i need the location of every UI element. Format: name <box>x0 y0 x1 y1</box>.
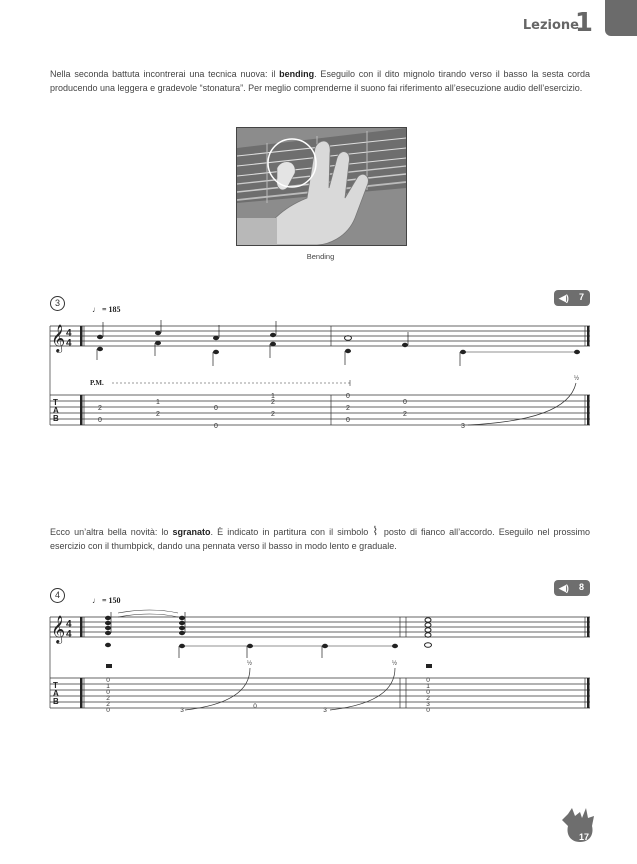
arpeggio-symbol-icon: ⌇ <box>372 524 380 538</box>
svg-text:3: 3 <box>180 707 184 714</box>
intro-paragraph: Nella seconda battuta incontrerai una tecnica nuova: il bending. Eseguilo con il dito mignolo tirando verso il basso la sesta corda producendo una leggera e gradevole “stonatura”. Per meglio comprenderne il suono fai riferimento all’esecuzione audio dell’esercizio. <box>50 69 590 93</box>
svg-text:2: 2 <box>426 695 430 702</box>
svg-text:0: 0 <box>346 417 350 424</box>
svg-text:2: 2 <box>106 701 110 708</box>
sgranato-term: sgranato <box>172 527 211 537</box>
bending-term: bending <box>279 69 315 79</box>
middle-paragraph: Ecco un’altra bella novità: lo sgranato. È indicato in partitura con il simbolo ⌇ posto di fianco all’accordo. Eseguilo nel prossimo esercizio con il thumbpick, dando una pennata verso il basso in modo lento e graduale. <box>50 524 590 551</box>
exercise-3-number: 3 <box>50 296 65 311</box>
svg-text:0: 0 <box>346 393 350 400</box>
svg-text:0: 0 <box>214 423 218 430</box>
palm-mute-label: P.M. <box>90 379 104 387</box>
lesson-label: Lezione <box>522 18 579 33</box>
svg-text:2: 2 <box>346 405 350 412</box>
svg-text:0: 0 <box>106 677 110 684</box>
photo-caption: Bending <box>306 252 335 261</box>
svg-text:0: 0 <box>214 405 218 412</box>
svg-text:3: 3 <box>461 423 465 430</box>
svg-text:1: 1 <box>271 393 275 400</box>
svg-text:3: 3 <box>426 701 430 708</box>
exercise-4-number: 4 <box>50 588 65 603</box>
svg-text:B: B <box>53 697 59 706</box>
svg-text:2: 2 <box>271 411 275 418</box>
svg-text:A: A <box>53 689 59 698</box>
svg-text:0: 0 <box>426 707 430 714</box>
svg-text:½: ½ <box>247 661 253 667</box>
svg-text:0: 0 <box>426 689 430 696</box>
svg-text:0: 0 <box>98 417 102 424</box>
speaker-icon: ◀) <box>559 583 569 593</box>
svg-text:0: 0 <box>106 689 110 696</box>
svg-text:½: ½ <box>574 376 580 382</box>
svg-text:𝄞: 𝄞 <box>51 616 66 643</box>
exercise-4-tempo: ♩ = 150 <box>92 596 121 605</box>
svg-text:0: 0 <box>403 399 407 406</box>
page-number: 17 <box>578 832 589 842</box>
svg-text:2: 2 <box>403 411 407 418</box>
svg-text:4: 4 <box>66 619 72 630</box>
svg-text:1: 1 <box>426 683 430 690</box>
exercise-3-tempo: ♩ = 185 <box>92 305 121 314</box>
svg-text:T: T <box>53 681 58 690</box>
svg-text:4: 4 <box>66 338 72 349</box>
svg-text:𝄞: 𝄞 <box>51 325 66 352</box>
audio-track-7-button[interactable]: ◀) 7 <box>554 290 590 306</box>
svg-text:T: T <box>53 398 58 407</box>
svg-text:2: 2 <box>156 411 160 418</box>
svg-text:A: A <box>53 406 59 415</box>
svg-text:4: 4 <box>66 328 72 339</box>
svg-text:1: 1 <box>156 399 160 406</box>
svg-text:½: ½ <box>392 661 398 667</box>
svg-text:4: 4 <box>66 629 72 640</box>
svg-text:2: 2 <box>271 399 275 406</box>
svg-text:1: 1 <box>106 683 110 690</box>
lesson-number: 1 <box>574 8 593 38</box>
svg-text:2: 2 <box>106 695 110 702</box>
speaker-icon: ◀) <box>559 293 569 303</box>
audio-track-8-button[interactable]: ◀) 8 <box>554 580 590 596</box>
svg-text:3: 3 <box>323 707 327 714</box>
svg-text:0: 0 <box>426 677 430 684</box>
svg-text:0: 0 <box>253 703 257 710</box>
svg-text:B: B <box>53 414 59 423</box>
svg-text:2: 2 <box>98 405 102 412</box>
svg-text:0: 0 <box>106 707 110 714</box>
